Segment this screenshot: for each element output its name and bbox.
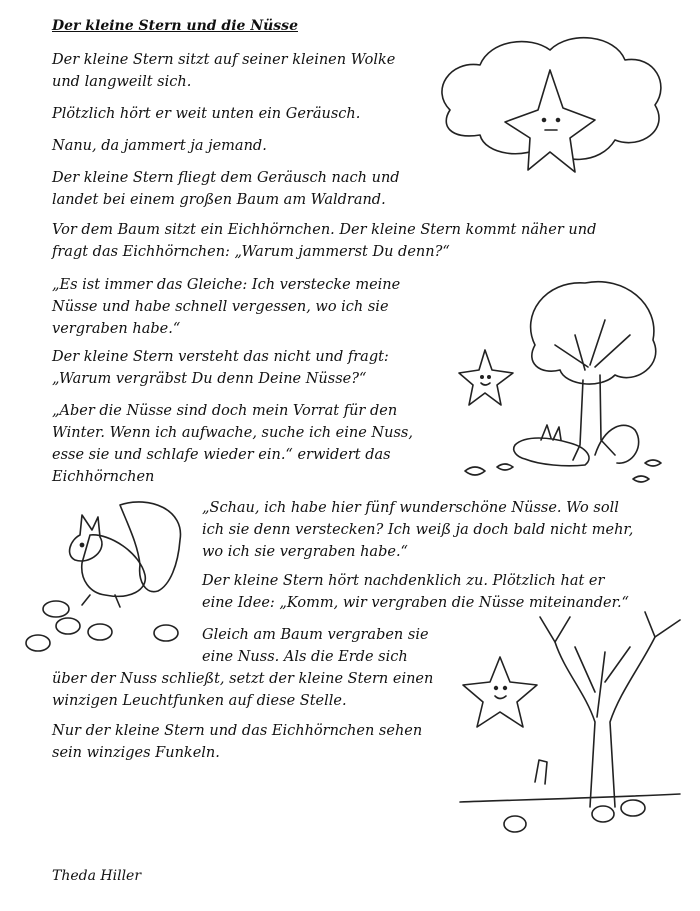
star-eye — [504, 687, 507, 690]
nut — [56, 618, 80, 634]
star — [463, 657, 537, 727]
line: landet bei einem großen Baum am Waldrand. — [52, 192, 386, 208]
star-eye — [481, 376, 483, 378]
line: Gleich am Baum vergraben sie — [202, 627, 429, 643]
squirrel-with-nuts-illustration — [20, 495, 200, 660]
falling-leaves — [465, 460, 661, 482]
star-eye — [557, 119, 560, 122]
tree-branches — [555, 320, 630, 370]
tree-crown — [531, 282, 656, 384]
line: eine Nuss. Als die Erde sich — [202, 649, 408, 665]
nut — [43, 601, 69, 617]
paragraph-1 — [52, 49, 395, 93]
star-on-cloud-illustration — [430, 30, 670, 180]
line: Der kleine Stern versteht das nicht und fragt: — [52, 349, 389, 365]
line: ich sie denn verstecken? Ich weiß ja doch bald nicht mehr, — [202, 522, 634, 538]
line: „Aber die Nüsse sind doch mein Vorrat für den — [52, 403, 398, 419]
line: Nur der kleine Stern und das Eichhörnchen sehen — [52, 723, 423, 739]
line: Eichhörnchen — [52, 469, 155, 485]
line: fragt das Eichhörnchen: „Warum jammerst Du denn?“ — [52, 244, 450, 260]
line: Nüsse und habe schnell vergessen, wo ich sie — [52, 299, 389, 315]
tree-star-nuts-illustration — [455, 612, 685, 837]
nut — [592, 806, 614, 822]
bare-branches — [540, 612, 680, 642]
squirrel-tail — [120, 502, 180, 592]
line: Winter. Wenn ich aufwache, suche ich eine Nuss, — [52, 425, 413, 441]
line: Der kleine Stern hört nachdenklich zu. Plötzlich hat er — [202, 573, 605, 589]
line: eine Idee: „Komm, wir vergraben die Nüsse miteinander.“ — [202, 595, 629, 611]
paragraph-10 — [202, 570, 629, 614]
star-eye — [488, 376, 490, 378]
paragraph-4 — [52, 167, 400, 211]
cloud-star — [505, 70, 595, 172]
line: Der kleine Stern fliegt dem Geräusch nach und — [52, 170, 400, 186]
line: „Schau, ich habe hier fünf wunderschöne Nüsse. Wo soll — [202, 500, 619, 516]
line: „Es ist immer das Gleiche: Ich verstecke meine — [52, 277, 401, 293]
squirrel-eye — [80, 543, 83, 546]
squirrel-head — [70, 515, 102, 561]
line: „Warum vergräbst Du denn Deine Nüsse?“ — [52, 371, 367, 387]
nut — [621, 800, 645, 816]
squirrel-body — [514, 438, 589, 466]
paragraph-6 — [52, 274, 400, 340]
ground-line — [460, 794, 680, 802]
star-eye — [543, 119, 546, 122]
line: winzigen Leuchtfunken auf diese Stelle. — [52, 693, 347, 709]
paragraph-3: Nanu, da jammert ja jemand. — [52, 138, 267, 154]
paragraph-12 — [52, 720, 422, 764]
line: sein winziges Funkeln. — [52, 745, 220, 761]
nut — [26, 635, 50, 651]
paragraph-7 — [52, 346, 389, 390]
line: Vor dem Baum sitzt ein Eichhörnchen. Der kleine Stern kommt näher und — [52, 222, 597, 238]
nut — [154, 625, 178, 641]
line: Der kleine Stern sitzt auf seiner kleinen Wolke — [52, 52, 396, 68]
paragraph-5 — [52, 219, 596, 263]
spark-marker — [535, 760, 547, 784]
line: esse sie und schlafe wieder ein.“ erwidert das — [52, 447, 391, 463]
small-star — [459, 350, 513, 405]
paragraph-8 — [52, 400, 413, 488]
paragraph-9 — [202, 497, 633, 563]
paragraph-2: Plötzlich hört er weit unten ein Geräusch. — [52, 106, 361, 122]
tree-trunk — [555, 637, 655, 807]
star-mouth — [495, 696, 506, 699]
line: vergraben habe.“ — [52, 321, 181, 337]
star-eye — [495, 687, 498, 690]
line: über der Nuss schließt, setzt der kleine Stern einen — [52, 671, 434, 687]
line: und langweilt sich. — [52, 74, 192, 90]
line: wo ich sie vergraben habe.“ — [202, 544, 408, 560]
nut — [88, 624, 112, 640]
author-name: Theda Hiller — [52, 868, 142, 884]
story-title: Der kleine Stern und die Nüsse — [52, 18, 298, 34]
tree-star-squirrel-illustration — [455, 275, 675, 490]
nut — [504, 816, 526, 832]
star-mouth — [481, 383, 490, 385]
